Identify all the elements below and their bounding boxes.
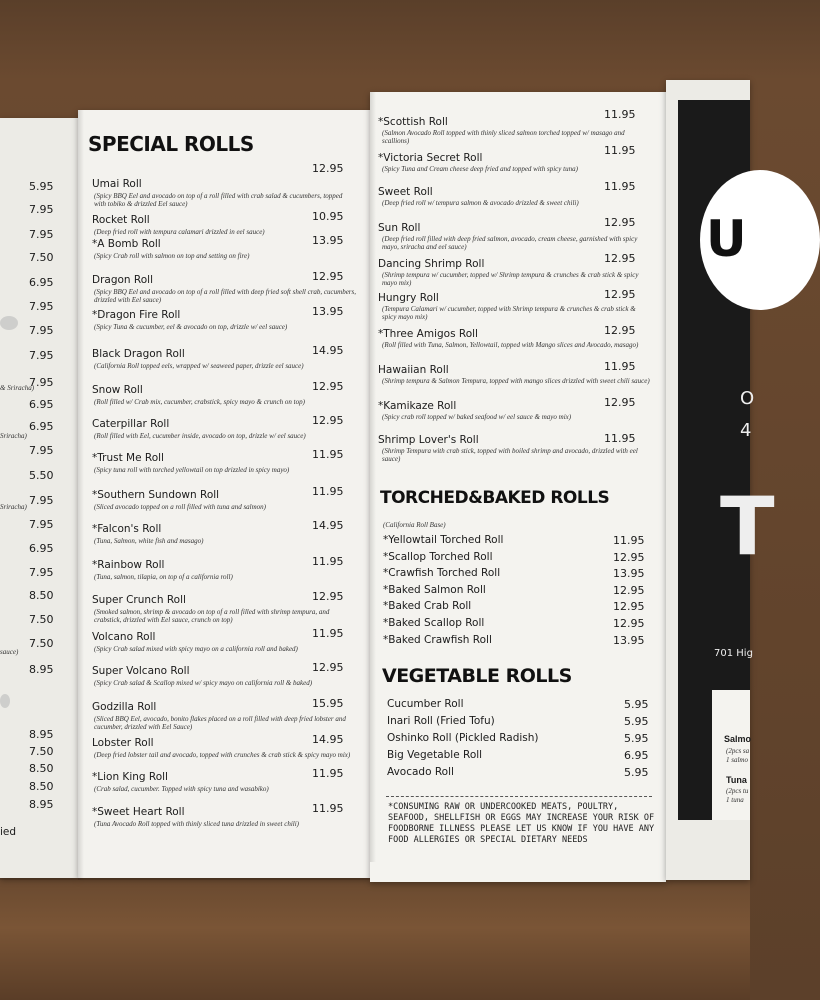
- menu-item-name: Shrimp Lover's Roll: [378, 434, 479, 446]
- menu-item-name: Inari Roll (Fried Tofu): [387, 715, 495, 727]
- menu-item-description: (Shrimp tempura w/ cucumber, topped w/ Shrimp tempura & crunches & crab stick & spicy mayo mix): [382, 271, 639, 287]
- menu-item-name: *Dragon Fire Roll: [92, 309, 181, 321]
- logo-letter: U: [706, 210, 747, 268]
- fish-illustration-icon: [0, 316, 18, 330]
- left-fragment: Sriracha): [0, 432, 27, 440]
- left-fragment: & Sriracha): [0, 384, 35, 392]
- left-fragment: ied: [0, 826, 17, 838]
- menu-item-name: Black Dragon Roll: [92, 348, 185, 360]
- menu-item-price: 14.95: [312, 733, 344, 746]
- price-label: 8.95: [29, 663, 54, 676]
- menu-item-name: *A Bomb Roll: [92, 238, 161, 250]
- price-label: 6.95: [29, 398, 54, 411]
- menu-item-description: (Spicy Crab salad mixed with spicy mayo on a california roll and baked): [94, 645, 298, 653]
- menu-item-description: (Tuna, Salmon, white fish and masago): [94, 537, 204, 545]
- price-label: 7.95: [29, 444, 54, 457]
- menu-item-price: 10.95: [312, 210, 344, 223]
- menu-item-name: *Sweet Heart Roll: [92, 806, 185, 818]
- menu-item-description: (Deep fried lobster tail and avocado, topped with crunches & crab stick & spicy mayo mix): [94, 751, 351, 759]
- menu-item-name: *Scottish Roll: [378, 116, 448, 128]
- menu-item-price: 12.95: [312, 380, 344, 393]
- fold-crease: [78, 110, 84, 880]
- menu-item-price: 12.95: [613, 617, 645, 630]
- menu-item-price: 11.95: [312, 767, 344, 780]
- menu-item-price: 12.95: [604, 396, 636, 409]
- menu-item-name: *Victoria Secret Roll: [378, 152, 483, 164]
- price-label: 5.95: [29, 180, 54, 193]
- price-label: 7.50: [29, 613, 54, 626]
- menu-item-name: *Yellowtail Torched Roll: [383, 534, 504, 546]
- menu-item-description: (Spicy Tuna and Cream cheese deep fried and topped with spicy tuna): [382, 165, 578, 173]
- menu-item-name: Hungry Roll: [378, 292, 439, 304]
- menu-item-name: *Kamikaze Roll: [378, 400, 457, 412]
- menu-item-name: *Rainbow Roll: [92, 559, 165, 571]
- menu-item-name: Avocado Roll: [387, 766, 454, 778]
- cover-box-desc: (2pcs tu: [726, 787, 749, 795]
- menu-item-description: (Deep fried roll with tempura calamari drizzled in eel sauce): [94, 228, 265, 236]
- menu-panel-right: [370, 92, 666, 882]
- menu-item-description: (Sliced avocado topped on a roll filled with tuna and salmon): [94, 503, 266, 511]
- menu-item-price: 12.95: [613, 600, 645, 614]
- price-label: 6.95: [29, 542, 54, 555]
- menu-item-name: Snow Roll: [92, 384, 143, 396]
- menu-item-description: (Spicy BBQ Eel and avocado on top of a roll filled with deep fried soft shell crab, cucumbers, drizzled with Eel sauce): [94, 288, 357, 304]
- food-safety-warning: *CONSUMING RAW OR UNDERCOOKED MEATS, POULTRY, SEAFOOD, SHELLFISH OR EGGS MAY INCREASE YOUR RISK OF FOODBORNE ILLNESS PLEASE LET US KNOW IF YOU HAVE ANY FOOD ALLERGIES OR SPECIAL DIETARY NEEDS: [388, 802, 655, 845]
- special-rolls-heading: SPECIAL ROLLS: [88, 132, 254, 156]
- menu-item-name: Super Crunch Roll: [92, 594, 186, 606]
- menu-item-name: Cucumber Roll: [387, 698, 464, 710]
- price-label: 7.95: [29, 349, 54, 362]
- menu-item-price: 12.95: [312, 414, 344, 427]
- menu-item-name: Oshinko Roll (Pickled Radish): [387, 732, 539, 744]
- menu-item-name: *Southern Sundown Roll: [92, 489, 220, 501]
- price-label: 7.95: [29, 324, 54, 337]
- menu-item-name: Volcano Roll: [92, 631, 156, 643]
- menu-item-price: 13.95: [613, 567, 645, 581]
- price-label: 8.95: [29, 798, 54, 811]
- menu-item-description: (Shrimp Tempura with crab stick, topped with boiled shrimp and avocado, drizzled with eel sauce): [382, 447, 638, 463]
- menu-item-name: Sun Roll: [378, 222, 421, 234]
- menu-item-description: (Deep fried roll filled with deep fried salmon, avocado, cream cheese, garnished with spicy mayo, sriracha and eel sauce): [382, 235, 638, 251]
- price-label: 7.95: [29, 228, 54, 241]
- cover-address: 701 Hig: [714, 648, 753, 659]
- menu-item-name: *Baked Crab Roll: [383, 600, 472, 613]
- menu-item-price: 12.95: [604, 216, 636, 229]
- price-label: 7.95: [29, 203, 54, 216]
- fold-crease: [370, 92, 376, 862]
- cover-box-item: Tuna: [726, 775, 747, 785]
- menu-item-price: 6.95: [624, 749, 649, 762]
- menu-item-name: Dragon Roll: [92, 274, 154, 286]
- vegetable-rolls-heading: VEGETABLE ROLLS: [382, 665, 572, 687]
- menu-item-description: (Crab salad, cucumber. Topped with spicy tuna and wasabiko): [94, 785, 269, 793]
- menu-item-description: (Spicy BBQ Eel and avocado on top of a roll filled with crab salad & cucumbers, topped with tobiko & drizzled Eel sauce): [94, 192, 343, 208]
- price-label: 7.50: [29, 251, 54, 264]
- menu-item-price: 11.95: [312, 555, 344, 568]
- menu-item-name: Godzilla Roll: [92, 701, 157, 713]
- menu-item-price: 11.95: [604, 360, 636, 373]
- price-label: 7.50: [29, 745, 54, 758]
- menu-item-price: 11.95: [604, 432, 636, 445]
- menu-item-price: 12.95: [312, 270, 344, 283]
- menu-item-description: (Spicy Crab salad & Scallop mixed w/ spicy mayo on california roll & baked): [94, 679, 313, 687]
- menu-item-description: (Spicy Crab roll with salmon on top and setting on fire): [94, 252, 250, 260]
- menu-item-description: (Sliced BBQ Eel, avocado, bonito flakes placed on a roll filled with deep fried lobster and cucumber, drizzled with Eel Sauce): [94, 715, 346, 731]
- wooden-table: [0, 880, 750, 1000]
- menu-item-name: *Baked Scallop Roll: [383, 617, 485, 629]
- menu-item-name: Hawaiian Roll: [378, 364, 449, 376]
- menu-item-price: 12.95: [604, 252, 636, 265]
- menu-item-price: 14.95: [312, 519, 344, 532]
- menu-item-name: Big Vegetable Roll: [387, 749, 483, 761]
- menu-item-price: 11.95: [312, 802, 344, 815]
- menu-item-price: 11.95: [312, 448, 344, 461]
- price-label: 7.50: [29, 637, 54, 650]
- menu-item-description: (Spicy tuna roll with torched yellowtail on top drizzled in spicy mayo): [94, 466, 290, 474]
- menu-item-price: 5.95: [624, 698, 649, 711]
- menu-item-price: 14.95: [312, 344, 344, 357]
- price-label: 7.95: [29, 518, 54, 531]
- menu-item-name: Sweet Roll: [378, 186, 433, 198]
- menu-item-description: (California Roll topped eels, wrapped w/ seaweed paper, drizzle eel sauce): [94, 362, 304, 370]
- cover-text: 4: [740, 420, 752, 441]
- menu-item-name: *Trust Me Roll: [92, 452, 164, 464]
- menu-item-description: (Deep fried roll w/ tempura salmon & avocado drizzled & sweet chili): [382, 199, 579, 207]
- menu-item-description: (Spicy Tuna & cucumber, eel & avocado on top, drizzle w/ eel sauce): [94, 323, 288, 331]
- menu-item-description: (Roll filled w/ Crab mix, cucumber, crabstick, spicy mayo & crunch on top): [94, 398, 305, 406]
- cover-box-desc: 1 salmo: [726, 756, 748, 764]
- menu-item-name: *Baked Crawfish Roll: [383, 633, 492, 646]
- fish-illustration-icon: [0, 694, 10, 708]
- menu-item-name: *Scallop Torched Roll: [383, 550, 493, 563]
- menu-item-price: 11.95: [312, 627, 344, 640]
- menu-item-description: (Tuna, salmon, tilapia, on top of a california roll): [94, 573, 233, 581]
- menu-item-price: 5.95: [624, 715, 649, 728]
- menu-item-price: 12.95: [613, 550, 645, 564]
- menu-item-price: 13.95: [613, 633, 645, 647]
- cover-box-desc: (2pcs sa: [726, 747, 750, 755]
- price-label: 8.95: [29, 728, 54, 741]
- menu-item-description: (Tuna Avocado Roll topped with thinly sliced tuna drizzled in sweet chili): [94, 820, 299, 828]
- menu-item-description: (Salmon Avocado Roll topped with thinly sliced salmon torched topped w/ masago and scallions): [382, 129, 625, 145]
- left-fragment: Sriracha): [0, 503, 27, 511]
- menu-item-price: 15.95: [312, 697, 344, 710]
- menu-item-name: *Three Amigos Roll: [378, 328, 478, 340]
- menu-item-price: 11.95: [604, 108, 636, 121]
- menu-item-price: 12.95: [604, 324, 636, 337]
- price-label: 8.50: [29, 780, 54, 793]
- menu-item-description: (Tempura Calamari w/ cucumber, topped with Shrimp tempura & crunches & crab stick & spicy mayo mix): [382, 305, 636, 321]
- divider: [386, 796, 652, 797]
- left-fragment: sauce): [0, 648, 19, 656]
- menu-item-name: Lobster Roll: [92, 737, 154, 749]
- price-label: 7.95: [29, 300, 54, 313]
- menu-item-price: 12.95: [613, 583, 645, 597]
- price-label: 8.50: [29, 762, 54, 775]
- menu-item-description: (Smoked salmon, shrimp & avocado on top of a roll filled with shrimp tempura, and crabstick, drizzled with Eel sauce, crunch on top): [94, 608, 330, 624]
- menu-item-name: *Crawfish Torched Roll: [383, 567, 501, 580]
- menu-item-price: 12.95: [312, 661, 344, 674]
- menu-item-price: 5.95: [624, 732, 649, 745]
- menu-item-price: 13.95: [312, 305, 344, 318]
- menu-item-price: 5.95: [624, 766, 649, 779]
- price-label: 7.95: [29, 376, 54, 389]
- menu-item-description: (Shrimp tempura & Salmon Tempura, topped with mango slices drizzled with sweet chili sauce): [382, 377, 650, 385]
- menu-item-name: *Falcon's Roll: [92, 523, 162, 535]
- cover-box-desc: 1 tuna: [726, 796, 744, 804]
- menu-item-price: 11.95: [312, 485, 344, 498]
- torched-baked-heading: TORCHED&BAKED ROLLS: [380, 488, 610, 508]
- menu-item-description: (Spicy crab roll topped w/ baked seafood w/ eel sauce & mayo mix): [382, 413, 572, 421]
- cover-box-item: Salmo: [724, 734, 752, 744]
- price-label: 7.95: [29, 494, 54, 507]
- menu-item-description: (Roll filled with Eel, cucumber inside, avocado on top, drizzle w/ eel sauce): [94, 432, 306, 440]
- menu-item-name: *Lion King Roll: [92, 771, 168, 783]
- menu-item-price: 11.95: [613, 534, 645, 547]
- menu-item-name: Dancing Shrimp Roll: [378, 258, 485, 270]
- price-label: 6.95: [29, 276, 54, 289]
- price-label: 8.50: [29, 589, 54, 602]
- menu-item-price: 11.95: [604, 180, 636, 193]
- menu-item-price: 12.95: [312, 162, 344, 175]
- menu-item-name: Umai Roll: [92, 178, 142, 190]
- cover-text: O: [740, 388, 755, 409]
- menu-item-name: *Baked Salmon Roll: [383, 583, 486, 596]
- price-label: 6.95: [29, 420, 54, 433]
- menu-item-description: (Roll filled with Tuna, Salmon, Yellowtail, topped with Mango slices and Avocado, masago): [382, 341, 639, 349]
- menu-item-name: Rocket Roll: [92, 214, 150, 226]
- menu-item-price: 13.95: [312, 234, 344, 247]
- menu-item-price: 11.95: [604, 144, 636, 157]
- torched-baked-subtitle: (California Roll Base): [383, 521, 446, 529]
- price-label: 5.50: [29, 469, 54, 482]
- menu-item-price: 12.95: [604, 288, 636, 301]
- menu-item-price: 12.95: [312, 590, 344, 603]
- menu-item-name: Super Volcano Roll: [92, 665, 190, 677]
- cover-title-letter: T: [720, 480, 775, 573]
- menu-item-name: Caterpillar Roll: [92, 418, 170, 430]
- price-label: 7.95: [29, 566, 54, 579]
